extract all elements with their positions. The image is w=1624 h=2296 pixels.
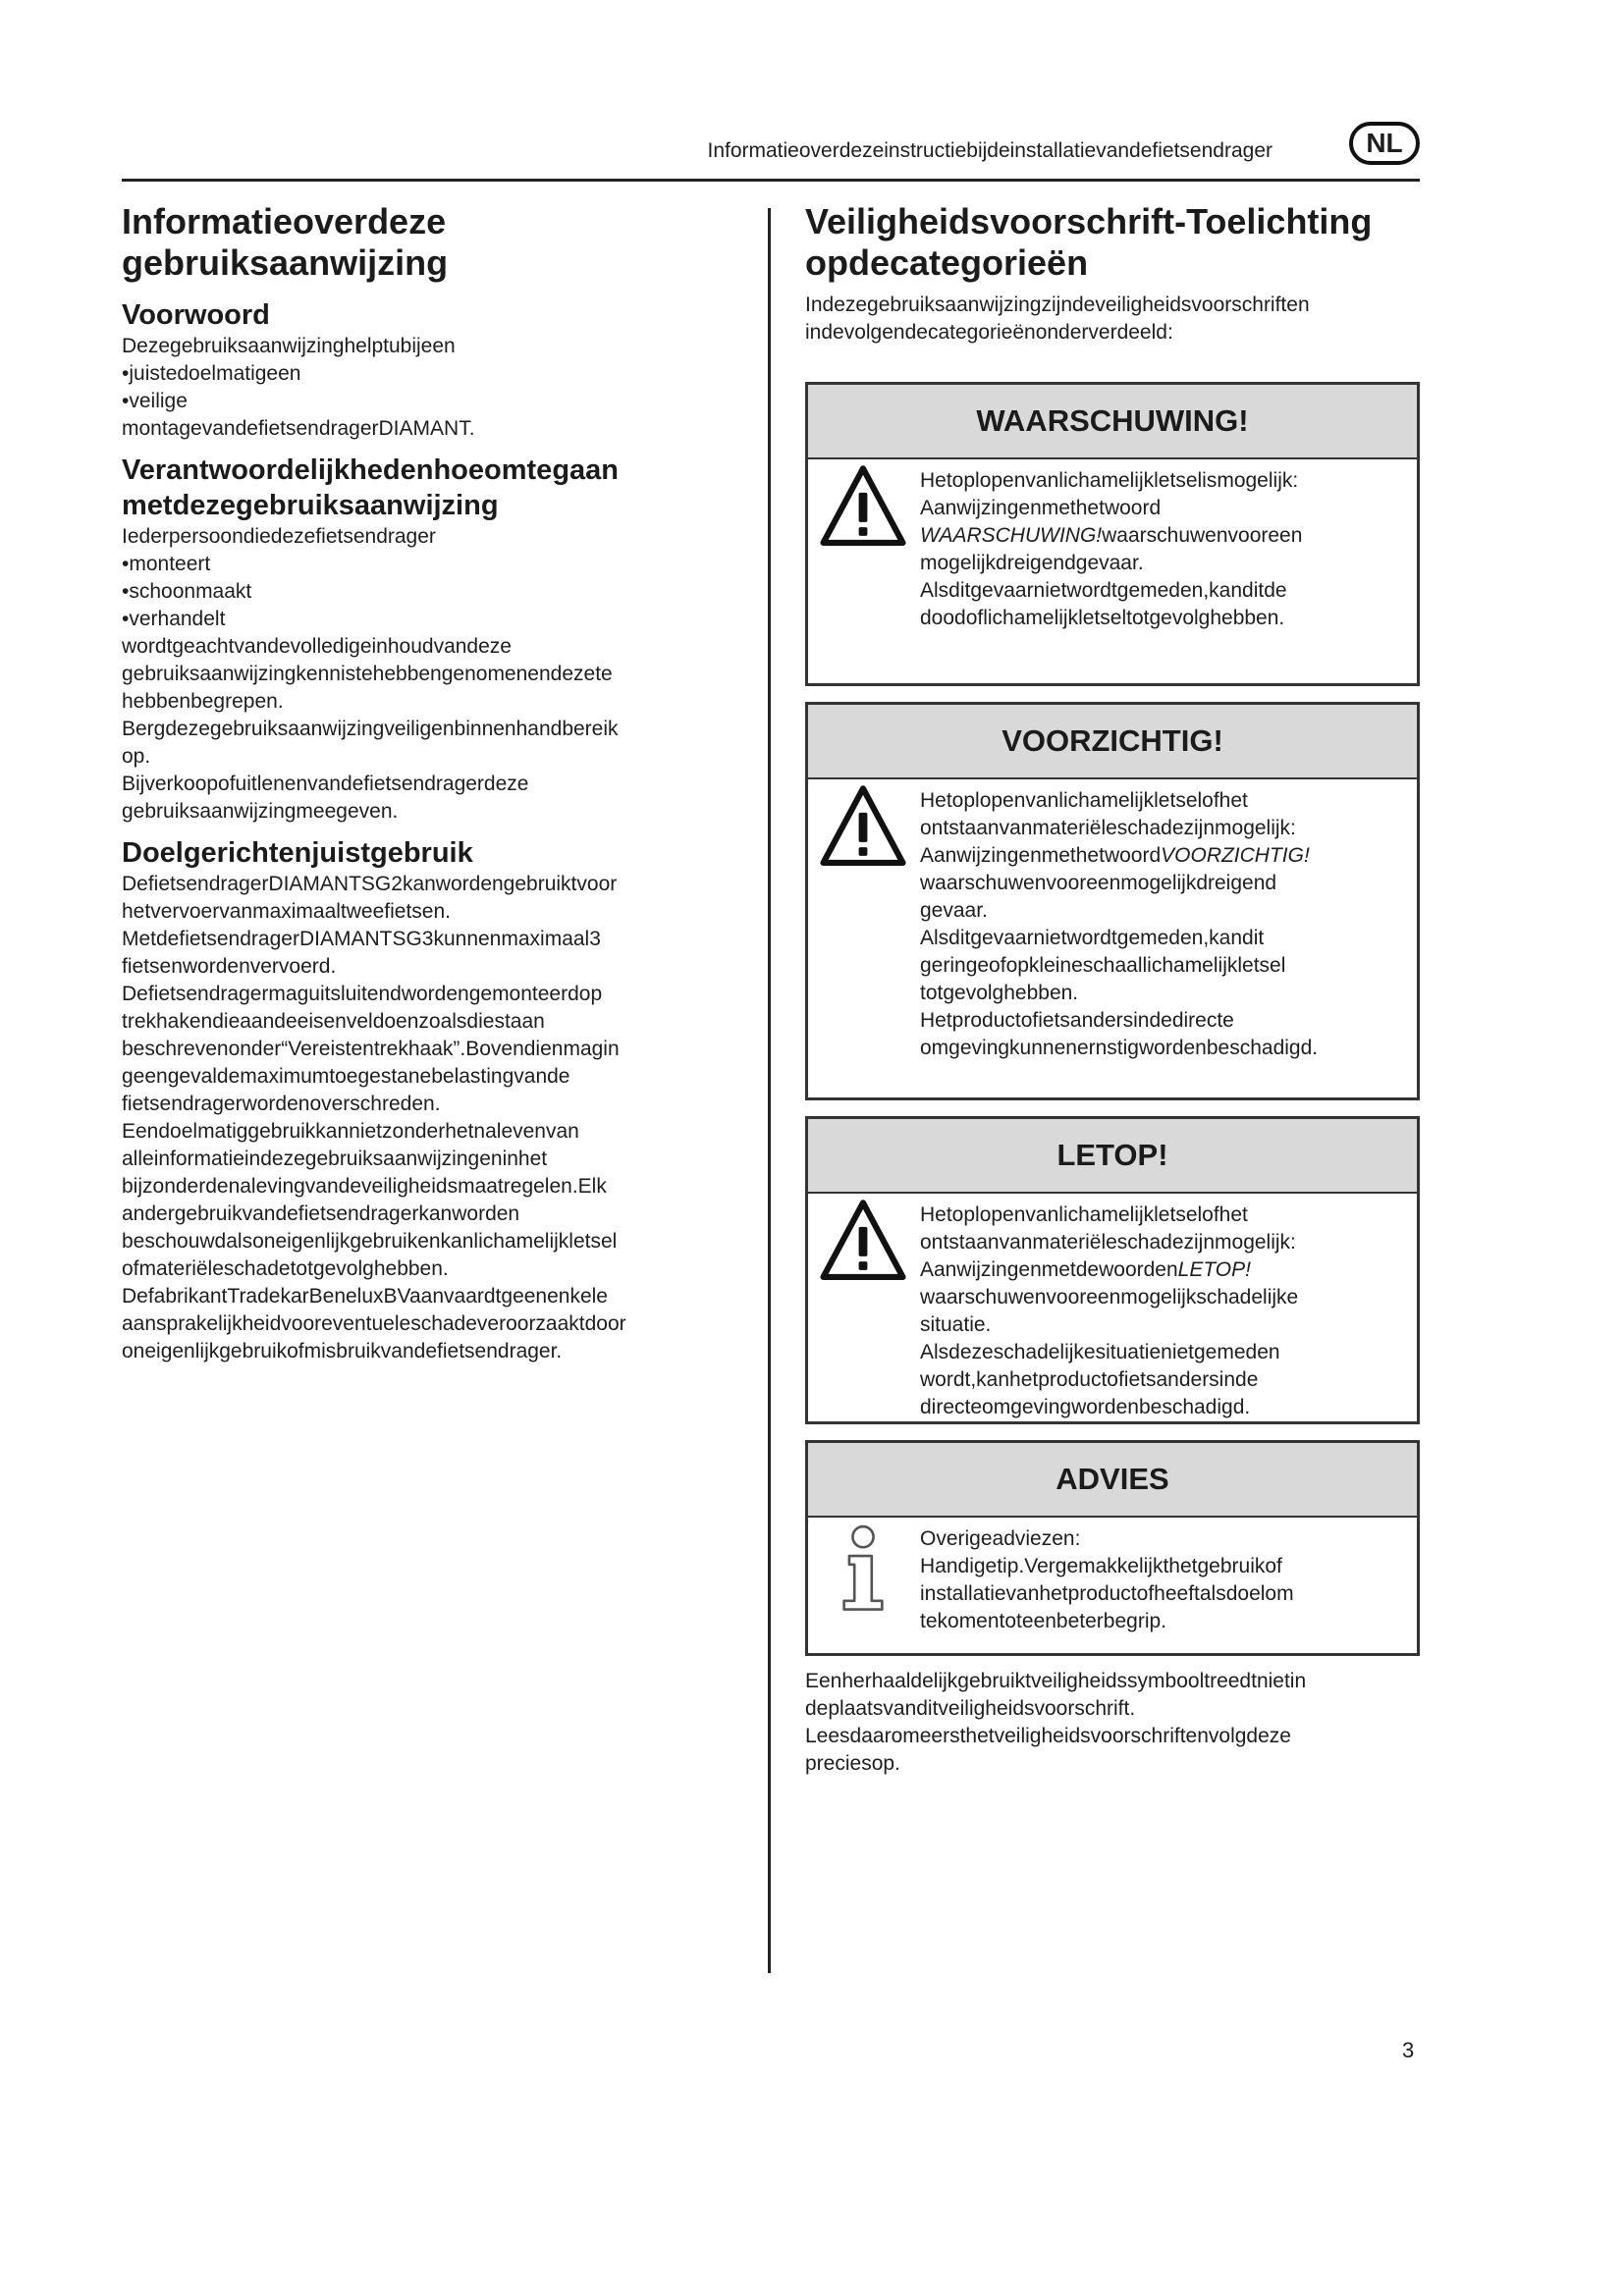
text-line: wordtgeachtvandevolledigeinhoudvandeze [122, 635, 512, 658]
text-line: geringeofopkleineschaallichamelijkletsel [920, 954, 1286, 977]
text-line: Dezegebruiksaanwijzinghelptubijeen [122, 335, 456, 357]
caution-box-text [920, 787, 1403, 1062]
signal-word: WAARSCHUWING! [920, 524, 1103, 547]
text-line: DefabrikantTradekarBeneluxBVaanvaardtgeenenkele [122, 1285, 608, 1308]
safety-title-line1: Veiligheidsvoorschrift-Toelichting [805, 201, 1373, 241]
text-line: preciesop. [805, 1752, 900, 1775]
text-line: DefietsendragerDIAMANTSG2kanwordengebruiktvoor [122, 873, 618, 895]
text-fragment: Aanwijzingenmethetwoord [920, 844, 1162, 867]
warning-box-title: WAARSCHUWING! [808, 385, 1417, 459]
text-line: Eendoelmatiggebruikkannietzonderhetnalevenvan [122, 1120, 579, 1143]
text-line: mogelijkdreigendgevaar. [920, 552, 1144, 574]
text-line: Aanwijzingenmethetwoord [920, 497, 1162, 519]
safety-intro [805, 292, 1420, 347]
text-line: oneigenlijkgebruikofmisbruikvandefietsendrager. [122, 1340, 563, 1362]
advice-box-title: ADVIES [808, 1443, 1417, 1518]
warning-box [805, 382, 1420, 686]
text-line: Alsditgevaarnietwordtgemeden,kandit [920, 927, 1265, 949]
section-title-line2: gebruiksaanwijzing [122, 242, 449, 283]
text-line: waarschuwenvooreenmogelijkdreigend [920, 872, 1277, 894]
proper-use-text [122, 871, 711, 1365]
text-line: Defietsendragermaguitsluitendwordengemonteerdop [122, 983, 603, 1005]
text-line: fietsenwordenvervoerd. [122, 955, 337, 978]
text-line: installatievanhetproductofheeftalsdoelom [920, 1582, 1294, 1605]
signal-word: LETOP! [1177, 1258, 1251, 1281]
warning-box-text [920, 467, 1403, 632]
right-column [805, 201, 1420, 1778]
text-line: Hetoplopenvanlichamelijkletselismogelijk: [920, 469, 1299, 492]
notice-box-text [920, 1201, 1403, 1421]
page-number: 3 [1402, 2038, 1415, 2062]
text-line: Bijverkoopofuitlenenvandefietsendragerdeze [122, 773, 529, 795]
header-title: Informatieoverdezeinstructiebijdeinstallatievandefietsendrager [707, 139, 1272, 162]
text-line: Alsdezeschadelijkesituatienietgemeden [920, 1341, 1280, 1363]
text-line: montagevandefietsendragerDIAMANT. [122, 417, 475, 440]
text-line: doodoflichamelijkletseltotgevolghebben. [920, 607, 1285, 629]
safety-title-line2: opdecategorieën [805, 242, 1089, 283]
advice-box-text [920, 1525, 1403, 1635]
text-line: tekomentoteenbeterbegrip. [920, 1610, 1167, 1632]
text-line: totgevolghebben. [920, 982, 1079, 1004]
text-line: Hetoplopenvanlichamelijkletselofhet [920, 789, 1248, 812]
text-line: bijzonderdenalevingvandeveiligheidsmaatregelen.Elk [122, 1175, 607, 1198]
text-line [920, 1256, 1403, 1284]
text-line: fietsendragerwordenoverschreden. [122, 1093, 441, 1115]
text-line: Bergdezegebruiksaanwijzingveiligenbinnenhandbereik [122, 718, 619, 740]
column-divider [768, 208, 771, 1973]
text-line: ontstaanvanmateriëleschadezijnmogelijk: [920, 817, 1296, 839]
notice-box-title: LETOP! [808, 1119, 1417, 1194]
text-line: Iederpersoondiedezefietsendrager [122, 525, 436, 548]
voorwoord-text [122, 333, 711, 443]
text-line: op. [122, 745, 151, 768]
signal-word: VOORZICHTIG! [1161, 844, 1310, 867]
text-line: deplaatsvanditveiligheidsvoorschrift. [805, 1697, 1136, 1720]
warning-triangle-icon [820, 463, 906, 550]
text-line: gebruiksaanwijzingmeegeven. [122, 800, 399, 823]
responsibility-text [122, 523, 711, 826]
text-line: Handigetip.Vergemakkelijkthetgebruikof [920, 1555, 1282, 1577]
text-line: Eenherhaaldelijkgebruiktveiligheidssymbooltreedtnietin [805, 1670, 1307, 1692]
text-line: ontstaanvanmateriëleschadezijnmogelijk: [920, 1231, 1296, 1254]
caution-box-body [808, 779, 1417, 1076]
bullet-line: •monteert [122, 553, 211, 575]
text-line: andergebruikvandefietsendragerkanworden [122, 1202, 520, 1225]
safety-outro [805, 1668, 1420, 1778]
text-line: waarschuwenvooreenmogelijkschadelijke [920, 1286, 1299, 1308]
text-line: Hetproductofietsandersindedirecte [920, 1009, 1234, 1032]
text-line: indevolgendecategorieënonderverdeeld: [805, 321, 1173, 344]
text-line: geengevaldemaximumtoegestanebelastingvande [122, 1065, 570, 1088]
text-line: hetvervoervanmaximaaltweefietsen. [122, 900, 451, 923]
text-line: gebruiksaanwijzingkennistehebbengenomenendezete [122, 663, 613, 685]
text-line: beschrevenonder“Vereistentrekhaak”.Bovendienmagin [122, 1038, 620, 1060]
bullet-line: •veilige [122, 390, 188, 412]
notice-box [805, 1116, 1420, 1424]
caution-box-title: VOORZICHTIG! [808, 705, 1417, 779]
text-line: wordt,kanhetproductofietsandersinde [920, 1368, 1259, 1391]
text-line: Hetoplopenvanlichamelijkletselofhet [920, 1203, 1248, 1226]
responsibility-heading-line1: Verantwoordelijkhedenhoeomtegaan [122, 454, 619, 486]
language-badge: NL [1349, 122, 1420, 165]
text-line: situatie. [920, 1313, 992, 1336]
bullet-line: •juistedoelmatigeen [122, 362, 301, 385]
text-line: Alsditgevaarnietwordtgemeden,kanditde [920, 579, 1287, 602]
text-line: hebbenbegrepen. [122, 690, 284, 713]
advice-box [805, 1440, 1420, 1656]
left-column [122, 201, 711, 1365]
warning-triangle-icon [820, 1198, 906, 1284]
text-line: alleinformatieindezegebruiksaanwijzingeninhet [122, 1148, 548, 1170]
text-line: beschouwdalsoneigenlijkgebruikenkanlichamelijkletsel [122, 1230, 618, 1253]
text-line: ofmateriëleschadetotgevolghebben. [122, 1257, 449, 1280]
text-line: trekhakendieaandeeisenveldoenzoalsdiestaan [122, 1010, 545, 1033]
text-line [920, 522, 1403, 550]
text-line: gevaar. [920, 899, 988, 922]
text-line [920, 842, 1403, 870]
responsibility-heading-line2: metdezegebruiksaanwijzing [122, 490, 499, 521]
warning-box-body [808, 459, 1417, 646]
page-header [122, 120, 1420, 182]
bullet-line: •schoonmaakt [122, 580, 252, 603]
warning-triangle-icon [820, 783, 906, 870]
text-fragment: Aanwijzingenmetdewoorden [920, 1258, 1178, 1281]
caution-box [805, 702, 1420, 1100]
bullet-line: •verhandelt [122, 608, 226, 630]
notice-box-body [808, 1194, 1417, 1435]
text-line: omgevingkunnenernstigwordenbeschadigd. [920, 1037, 1319, 1059]
text-line: Indezegebruiksaanwijzingzijndeveiligheidsvoorschriften [805, 294, 1310, 316]
section-title-line1: Informatieoverdeze [122, 201, 447, 241]
text-line: Leesdaaromeersthetveiligheidsvoorschriftenvolgdeze [805, 1725, 1291, 1747]
proper-use-heading: Doelgerichtenjuistgebruik [122, 837, 473, 869]
text-line: MetdefietsendragerDIAMANTSG3kunnenmaximaal3 [122, 928, 601, 950]
info-icon [820, 1522, 906, 1620]
text-line: directeomgevingwordenbeschadigd. [920, 1396, 1251, 1418]
text-line: Overigeadviezen: [920, 1527, 1081, 1550]
text-fragment: waarschuwenvooreen [1102, 524, 1303, 547]
advice-box-body [808, 1518, 1417, 1649]
voorwoord-heading: Voorwoord [122, 299, 270, 331]
text-line: aansprakelijkheidvooreventueleschadeveroorzaaktdoor [122, 1312, 626, 1335]
